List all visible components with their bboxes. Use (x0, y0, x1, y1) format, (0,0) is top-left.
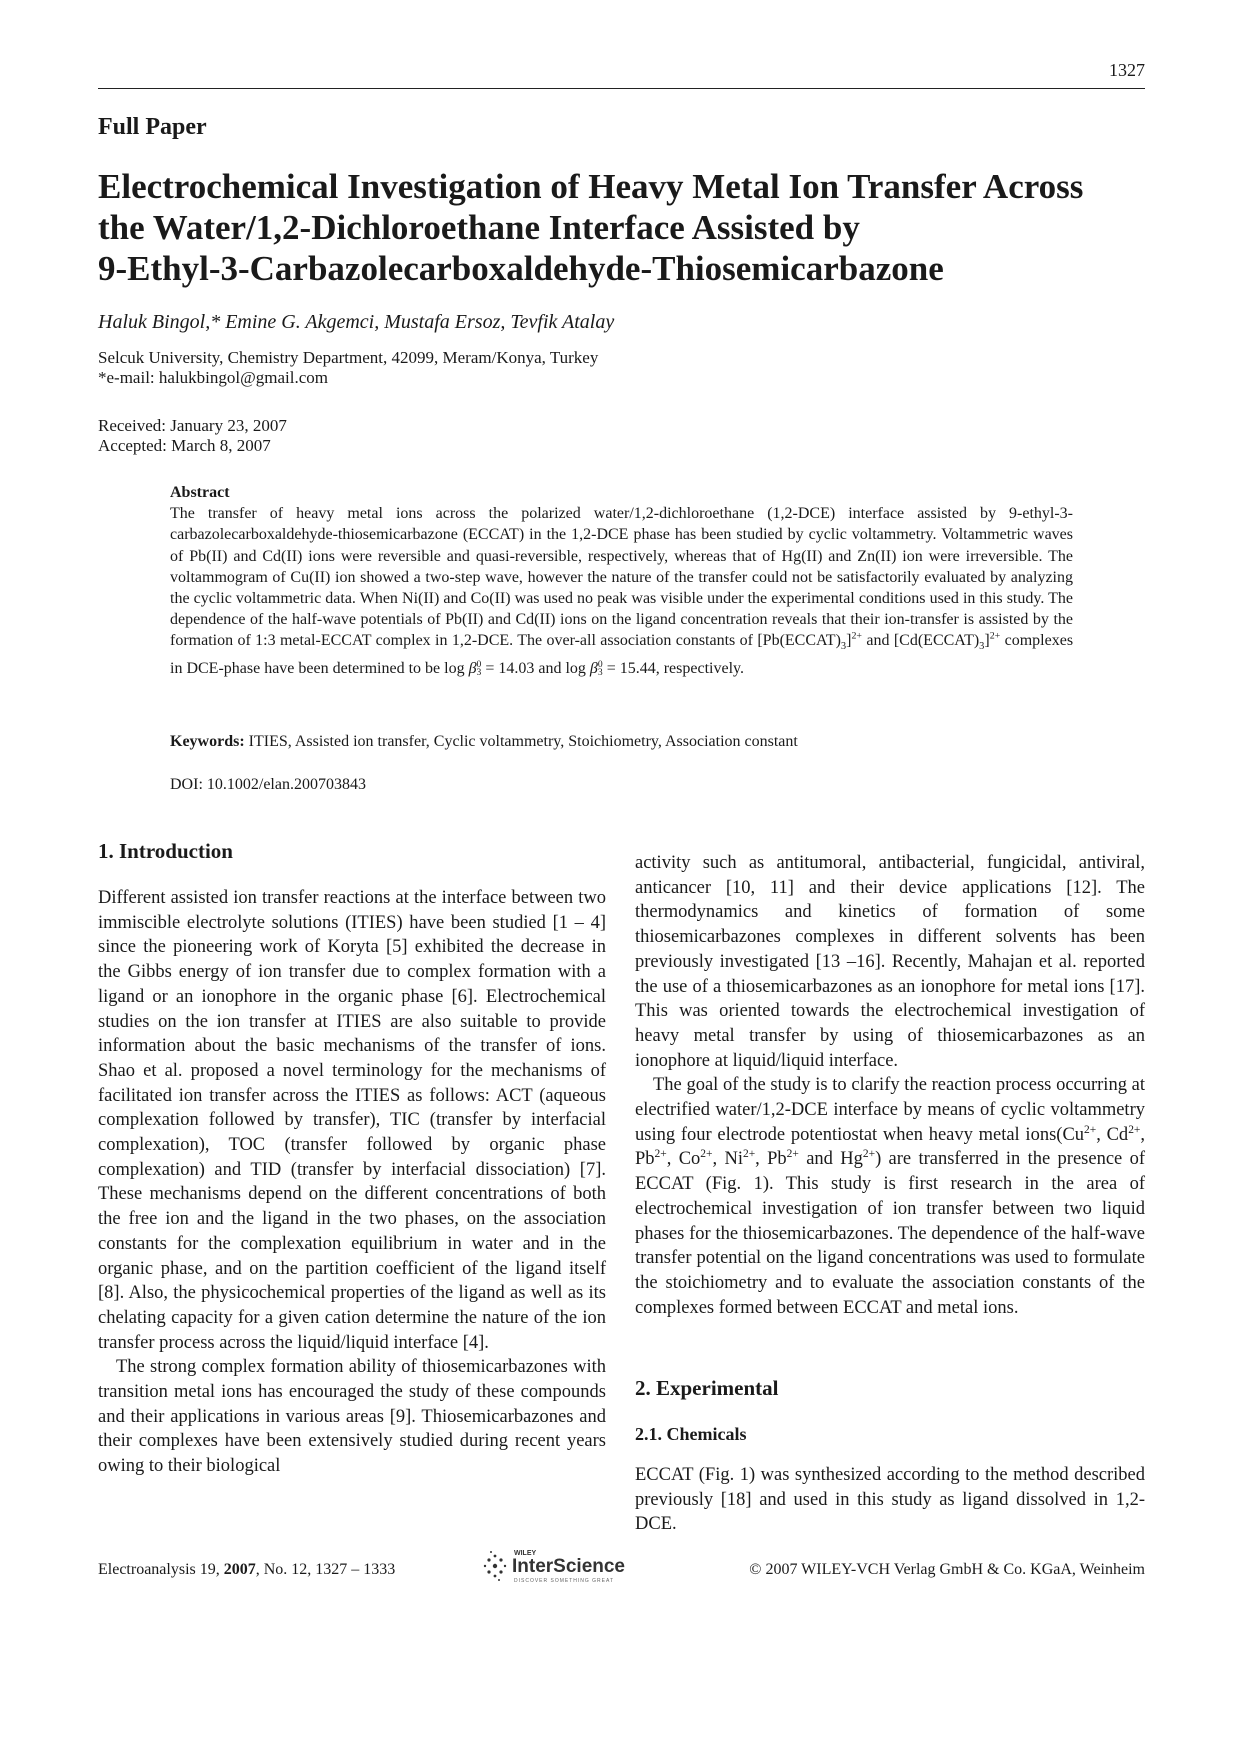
email[interactable]: *e-mail: halukbingol@gmail.com (98, 368, 328, 387)
keywords-text: ITIES, Assisted ion transfer, Cyclic voltammetry, Stoichiometry, Association constant (248, 733, 798, 750)
complex-pb: $[Pb(ECCAT)_3]^{2+}$ (757, 631, 862, 653)
accepted-date: Accepted: March 8, 2007 (98, 436, 271, 455)
intro-paragraph-2-continued: activity such as antitumoral, antibacterial, fungicidal, antiviral, anticancer [10, 11] and their device applications [12]. The thermodynamics and kinetics of formation of some thiosemicarbazones complexes in different solvents has been previously investigated [13 –16]. Recently, Mahajan et al. reported the use of a thiosemicarbazones as an ionophore for metal ions [17]. This was oriented towards the electrochemical investigation of heavy metal transfer by using of thiosemicarbazones as an ionophore at liquid/liquid interface. (635, 853, 1145, 1071)
title-line-2: the Water/1,2-Dichloroethane Interface Assisted by (98, 208, 860, 247)
complex-cd: $[Cd(ECCAT)_3]^{2+}$ (893, 631, 1001, 653)
page-number: 1327 (1109, 60, 1145, 80)
section-label: Full Paper (98, 114, 207, 140)
abstract: Abstract The transfer of heavy metal ions across the polarized water/1,2-dichloroethane (1,2-DCE) interface assisted by 9-ethyl-3-carbazolecarboxaldehyde-thiosemicarbazone (ECCAT) in the 1,2-DCE phase has been studied by cyclic voltammetry. Voltammetric waves of Pb(II) and Cd(II) ions were reversible and quasi-reversible, respectively, whereas that of Hg(II) and Zn(II) ion were irreversible. The voltammogram of Cu(II) ion showed a two-step wave, however the nature of the transfer could not be satisfactorily evaluated by analyzing the cyclic voltammetric data. When Ni(II) and Co(II) was used no peak was visible under the experimental conditions used in this study. The dependence of the half-wave potentials of Pb(II) and Cd(II) ions on the ligand concentration reveals that their ion-transfer is assisted by the formation of 1:3 metal-ECCAT complex in 1,2-DCE. The over-all association constants of $[Pb(ECCAT)_3]^{2+}$ and $[Cd(ECCAT)_3]^{2+}$ complexes in DCE-phase have been determined to be log β 0 3 = 14.03 and log β 0 3 = 15.44, respectively. (170, 484, 1074, 679)
beta-pb-value: = 14.03 (485, 659, 535, 677)
journal-issue: , No. 12, 1327 – 1333 (255, 1561, 396, 1578)
authors: Haluk Bingol,* Emine G. Akgemci, Mustafa Ersoz, Tevfik Atalay (98, 311, 615, 333)
interscience-logo-graphic (478, 1546, 643, 1586)
affiliation (98, 348, 598, 388)
beta-cd-value: = 15.44, respectively. (606, 659, 744, 677)
institution: Selcuk University, Chemistry Department, 42099, Meram/Konya, Turkey (98, 348, 599, 367)
abstract-and: and (866, 632, 890, 650)
header-rule (98, 88, 1145, 89)
intro-heading: 1. Introduction (98, 839, 233, 863)
footer-copyright: © 2007 WILEY-VCH Verlag GmbH & Co. KGaA, Weinheim (749, 1561, 1145, 1578)
keywords (170, 733, 1075, 751)
abstract-text-b: complexes in DCE-phase have been determined to be log (170, 632, 1074, 677)
chemicals-paragraph-container (635, 1463, 1145, 1537)
doi[interactable]: DOI: 10.1002/elan.200703843 (170, 776, 366, 793)
logo-tagline-text: DISCOVER SOMETHING GREAT (514, 1578, 615, 1584)
abstract-heading: Abstract (170, 484, 230, 501)
journal-year: 2007 (223, 1561, 256, 1578)
interscience-logo (478, 1546, 643, 1586)
journal-name: Electroanalysis 19, (98, 1561, 220, 1578)
right-column (635, 851, 1145, 1320)
footer-citation (98, 1561, 395, 1579)
title-line-3: 9-Ethyl-3-Carbazolecarboxaldehyde-Thiosemicarbazone (98, 249, 944, 288)
abstract-text: The transfer of heavy metal ions across the polarized water/1,2-dichloroethane (1,2-DCE) interface assisted by 9-ethyl-3-carbazolecarboxaldehyde-thiosemicarbazone (ECCAT) in the 1,2-DCE phase has been studied by cyclic voltammetry. Voltammetric waves of Pb(II) and Cd(II) ions were reversible and quasi-reversible, respectively, whereas that of Hg(II) and Zn(II) ion were irreversible. The voltammogram of Cu(II) ion showed a two-step wave, however the nature of the transfer could not be satisfactorily evaluated by analyzing the cyclic voltammetric data. When Ni(II) and Co(II) was used no peak was visible under the experimental conditions used in this study. The dependence of the half-wave potentials of Pb(II) and Cd(II) ions on the ligand concentration reveals that their ion-transfer is assisted by the formation of 1:3 metal-ECCAT complex in 1,2-DCE. The over-all association constants of (170, 505, 1073, 650)
intro-paragraph-2: The strong complex formation ability of thiosemicarbazones with transition metal ions has encouraged the study of these compounds and their applications in various areas [9]. Thiosemicarbazones and their complexes have been extensively studied during recent years owing to their biological (98, 1357, 606, 1477)
logo-wiley-text: WILEY (514, 1550, 537, 1557)
logo-brand-text: InterScience (512, 1556, 625, 1577)
title-line-1: Electrochemical Investigation of Heavy Metal Ion Transfer Across (98, 167, 1084, 206)
chemicals-paragraph: ECCAT (Fig. 1) was synthesized according to the method described previously [18] and used in this study as ligand dissolved in 1,2-DCE. (635, 1465, 1145, 1535)
left-column (98, 886, 606, 1479)
experimental-heading: 2. Experimental (635, 1376, 779, 1400)
keywords-label: Keywords: (170, 733, 245, 750)
chemicals-subheading: 2.1. Chemicals (635, 1424, 747, 1444)
intro-paragraph-1: Different assisted ion transfer reactions at the interface between two immiscible electrolyte solutions (ITIES) have been studied [1 – 4] since the pioneering work of Koryta [5] exhibited the decrease in the Gibbs energy of ion transfer due to complex formation with a ligand or an ionophore in the organic phase [6]. Electrochemical studies on the ion transfer at ITIES are also suitable to provide information about the basic mechanisms of the transfer of ions. Shao et al. proposed a novel terminology for the mechanisms of facilitated ion transfer across the ITIES as follows: ACT (aqueous complexation followed by transfer), TIC (transfer by interfacial complexation), TOC (transfer followed by organic phase complexation) and TID (transfer by interfacial dissociation) [7]. These mechanisms depend on the different concentrations of both the free ion and the ligand in the two phases, on the association constants for the complexation equilibrium in water and in the organic phase, and on the partition coefficient of the ligand itself [8]. Also, the physicochemical properties of the ligand as well as its chelating capacity for a given cation determine the nature of the ion transfer process across the liquid/liquid interface [4]. (98, 888, 606, 1353)
dates (98, 416, 287, 456)
abstract-and-log: and log (538, 659, 586, 677)
paper-title (98, 166, 1158, 289)
received-date: Received: January 23, 2007 (98, 416, 287, 435)
intro-paragraph-3: The goal of the study is to clarify the reaction process occurring at electrified water/1,2-DCE interface by means of cyclic voltammetry using four electrode potentiostat when heavy metal $ions(Cu^{2+}$, $Cd^{2+}$, $Pb^{2+}$, $Co^{2+}$, $Ni^{2+}$, $Pb^{2+}$ and $Hg^{2+}$) are transferred in the presence of ECCAT (Fig. 1). This study is first research in the area of electrochemical investigation of ion transfer between two liquid phases for the thiosemicarbazones. The dependence of the half-wave transfer potential on the ligand concentrations was used to formulate the stoichiometry and to evaluate the association constants of the complexes formed between ECCAT and metal ions. (635, 1075, 1146, 1318)
